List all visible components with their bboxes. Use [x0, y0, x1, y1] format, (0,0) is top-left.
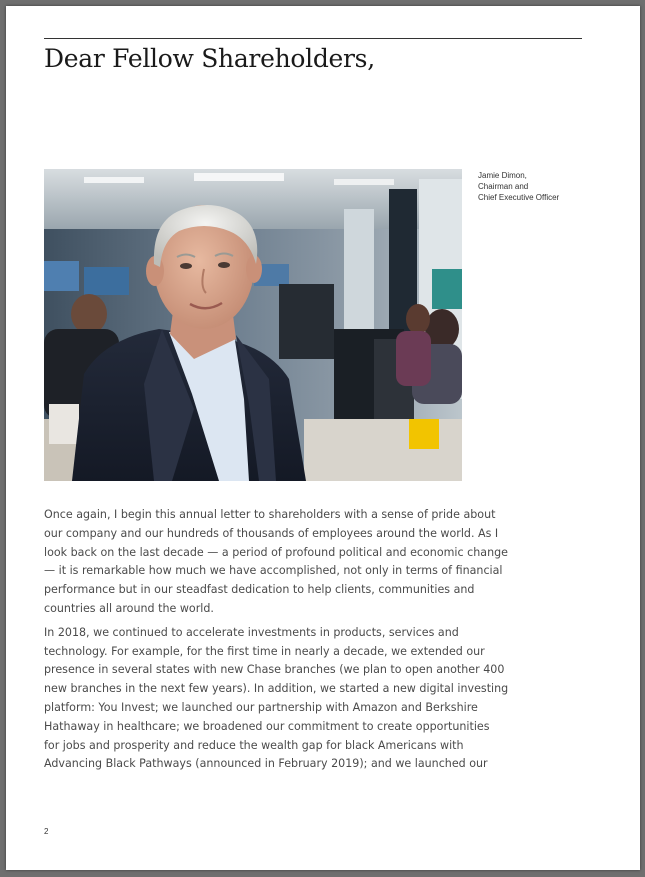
text-line: platform: You Invest; we launched our partnership with Amazon and Berkshire — [44, 700, 478, 714]
page-number: 2 — [44, 827, 49, 836]
caption-title-line-1: Chairman and — [478, 182, 529, 191]
portrait-photo — [44, 169, 462, 481]
text-line: Once again, I begin this annual letter to shareholders with a sense of pride about — [44, 508, 496, 521]
caption-title-line-2: Chief Executive Officer — [478, 193, 560, 202]
text-line: In 2018, we continued to accelerate investments in products, services and — [44, 625, 459, 639]
text-line: Hathaway in healthcare; we broadened our commitment to create opportunities — [44, 719, 490, 733]
text-line: countries all around the world. — [44, 601, 214, 615]
text-line: new branches in the next few years). In addition, we started a new digital investing — [44, 682, 509, 696]
caption-name: Jamie Dimon, — [478, 171, 527, 180]
text-line: presence in several states with new Chase branches (we plan to open another 400 — [44, 663, 505, 677]
text-line: Advancing Black Pathways (announced in February 2019); and we launched our — [44, 757, 488, 771]
paragraph-1 — [44, 506, 508, 619]
text-line: for jobs and prosperity and reduce the wealth gap for black Americans with — [44, 738, 464, 752]
top-rule — [44, 38, 582, 39]
document-page — [6, 6, 640, 870]
photo-caption — [478, 170, 608, 203]
letter-body — [44, 506, 509, 779]
text-line: technology. For example, for the first time in nearly a decade, we extended our — [44, 644, 485, 658]
text-line: performance but in our steadfast dedication to help clients, communities and — [44, 583, 475, 597]
page-title: Dear Fellow Shareholders, — [44, 44, 375, 73]
text-line: our company and our hundreds of thousands of employees around the world. As I — [44, 526, 499, 540]
text-line: — it is remarkable how much we have accomplished, not only in terms of financial — [44, 564, 503, 578]
text-line: look back on the last decade — a period of profound political and economic change — [44, 545, 508, 559]
paragraph-2 — [44, 624, 509, 774]
